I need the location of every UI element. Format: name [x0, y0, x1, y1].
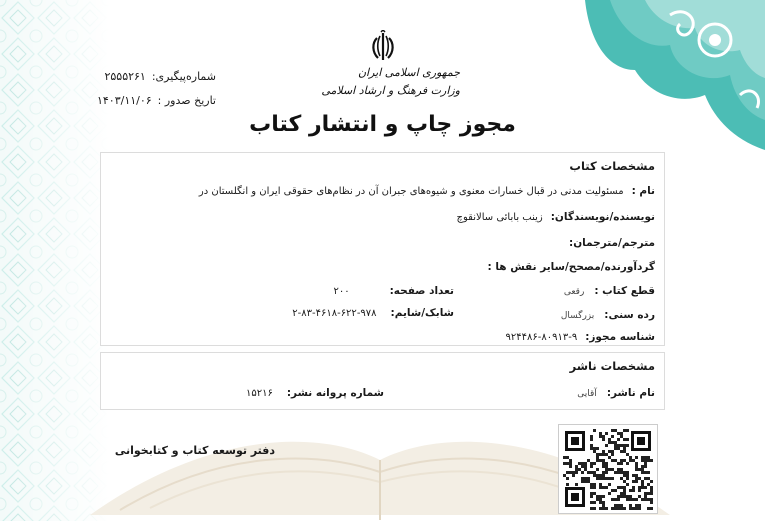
- age-group-label: رده سنی:: [604, 309, 655, 321]
- compiler-label: گردآورنده/مصحح/سایر نقش ها :: [487, 261, 655, 273]
- book-name-field: [199, 185, 655, 197]
- ministry-line-2: وزارت فرهنگ و ارشاد اسلامی: [321, 84, 460, 97]
- license-id-field: [506, 331, 656, 343]
- tracking-number-label: شماره‌پیگیری:: [151, 70, 216, 83]
- qr-code-icon: [558, 424, 658, 514]
- publisher-name-label: نام ناشر:: [606, 387, 655, 399]
- issue-date-row: [96, 89, 216, 113]
- tracking-number-row: [96, 65, 216, 89]
- author-field: [457, 211, 655, 223]
- ministry-line-1: جمهوری اسلامی ایران: [357, 66, 460, 79]
- isbn-value: ۹۷۸-۶۲۲-۴۶۱۸-۸۳-۲: [292, 308, 377, 319]
- publisher-specifications-panel: [100, 352, 665, 410]
- page-count-field: [333, 285, 454, 297]
- page-title: مجوز چاپ و انتشار کتاب: [249, 112, 516, 137]
- book-section-title: مشخصات کتاب: [569, 159, 655, 173]
- age-group-value: بزرگسال: [560, 311, 595, 321]
- publisher-name-value: آقایی: [577, 389, 597, 399]
- book-specifications-panel: [100, 152, 665, 346]
- translator-label: مترجم/مترجمان:: [569, 237, 655, 249]
- issue-date-label: تاریخ صدور :: [157, 94, 216, 107]
- author-value: زینب بابائی سالانقوچ: [456, 212, 543, 223]
- document-meta: [96, 65, 216, 113]
- book-name-label: نام :: [631, 185, 655, 197]
- office-name: دفتر توسعه کتاب و کتابخوانی: [114, 444, 275, 457]
- book-format-value: رقعی: [563, 287, 585, 297]
- page-count-label: تعداد صفحه:: [389, 285, 454, 297]
- age-group-field: [561, 309, 655, 321]
- translator-field: [569, 237, 655, 249]
- author-label: نویسنده/نویسندگان:: [550, 211, 655, 223]
- book-name-value: مسئولیت مدنی در قبال خسارات معنوی و شیوه‌های جبران آن در نظام‌های حقوقی ایران و انگلستان در: [198, 186, 624, 197]
- publisher-name-field: [577, 387, 655, 399]
- publisher-license-label: شماره پروانه نشر:: [286, 387, 384, 399]
- book-format-field: [564, 285, 655, 297]
- book-format-label: قطع کتاب :: [594, 285, 655, 297]
- tracking-number-value: ۲۵۵۵۲۶۱: [104, 70, 146, 83]
- license-id-label: شناسه مجوز:: [585, 331, 655, 343]
- publisher-license-value: ۱۵۲۱۶: [246, 388, 273, 399]
- page-count-value: ۲۰۰: [333, 286, 350, 297]
- isbn-field: [292, 307, 454, 319]
- publisher-license-field: [246, 387, 384, 399]
- publisher-section-title: مشخصات ناشر: [569, 359, 655, 373]
- compiler-field: [487, 261, 655, 273]
- isbn-label: شابک/شایم:: [390, 307, 454, 319]
- issue-date-value: ۱۴۰۳/۱۱/۰۶: [96, 94, 152, 107]
- license-id-value: ۹-۸۰۹۱۳-۹۲۴۴۸۶: [505, 332, 578, 343]
- ministry-name: [321, 64, 460, 100]
- iran-emblem-icon: [366, 30, 400, 64]
